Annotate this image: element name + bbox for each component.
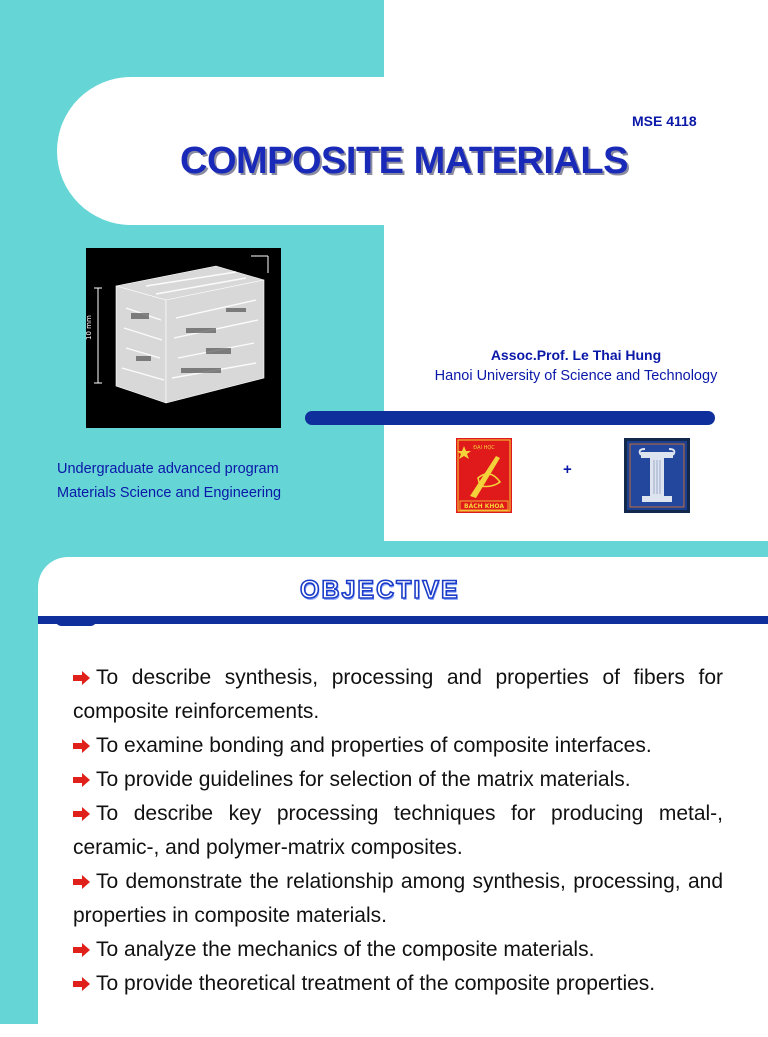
list-item bbox=[73, 729, 723, 763]
title-underline-cap bbox=[56, 616, 96, 626]
list-item bbox=[73, 763, 723, 797]
objective-text: To analyze the mechanics of the composite materials. bbox=[96, 938, 595, 961]
svg-text:10 mm: 10 mm bbox=[85, 315, 93, 340]
program-line-1: Undergraduate advanced program bbox=[57, 461, 279, 477]
objective-text: To describe key processing techniques for producing metal-, ceramic-, and polymer-matrix composites. bbox=[73, 802, 723, 859]
list-item bbox=[73, 661, 723, 729]
logo-separator: + bbox=[563, 461, 572, 478]
program-line-2: Materials Science and Engineering bbox=[57, 485, 282, 501]
arrow-bullet-icon bbox=[73, 739, 90, 753]
arrow-bullet-icon bbox=[73, 977, 90, 991]
title-underline-bar bbox=[38, 616, 768, 624]
objectives-list bbox=[73, 661, 723, 1001]
objective-text: To provide theoretical treatment of the composite properties. bbox=[96, 972, 656, 995]
list-item bbox=[73, 797, 723, 865]
institution-name: Hanoi University of Science and Technology bbox=[434, 368, 718, 384]
composite-microstructure-image bbox=[86, 248, 281, 428]
page-title: COMPOSITE MATERIALS bbox=[180, 140, 628, 182]
arrow-bullet-icon bbox=[73, 875, 90, 889]
hust-logo-top-text: ĐẠI HỌC bbox=[473, 445, 495, 451]
objective-text: To provide guidelines for selection of the matrix materials. bbox=[96, 768, 631, 791]
divider-bar bbox=[305, 411, 715, 425]
arrow-bullet-icon bbox=[73, 807, 90, 821]
list-item bbox=[73, 865, 723, 933]
arrow-bullet-icon bbox=[73, 773, 90, 787]
list-item bbox=[73, 967, 723, 1001]
hust-logo bbox=[456, 438, 512, 513]
uiuc-logo bbox=[624, 438, 690, 513]
objective-text: To examine bonding and properties of composite interfaces. bbox=[96, 734, 652, 757]
course-code: MSE 4118 bbox=[632, 113, 697, 129]
hust-logo-bottom-text: BÁCH KHOA bbox=[464, 503, 504, 510]
author-name: Assoc.Prof. Le Thai Hung bbox=[490, 347, 662, 363]
objective-slide bbox=[0, 541, 768, 1024]
objective-text: To demonstrate the relationship among synthesis, processing, and properties in composite materials. bbox=[73, 870, 723, 927]
list-item bbox=[73, 933, 723, 967]
arrow-bullet-icon bbox=[73, 943, 90, 957]
arrow-bullet-icon bbox=[73, 671, 90, 685]
objective-text: To describe synthesis, processing and properties of fibers for composite reinforcements. bbox=[73, 666, 723, 723]
objective-title: OBJECTIVE bbox=[300, 576, 460, 604]
